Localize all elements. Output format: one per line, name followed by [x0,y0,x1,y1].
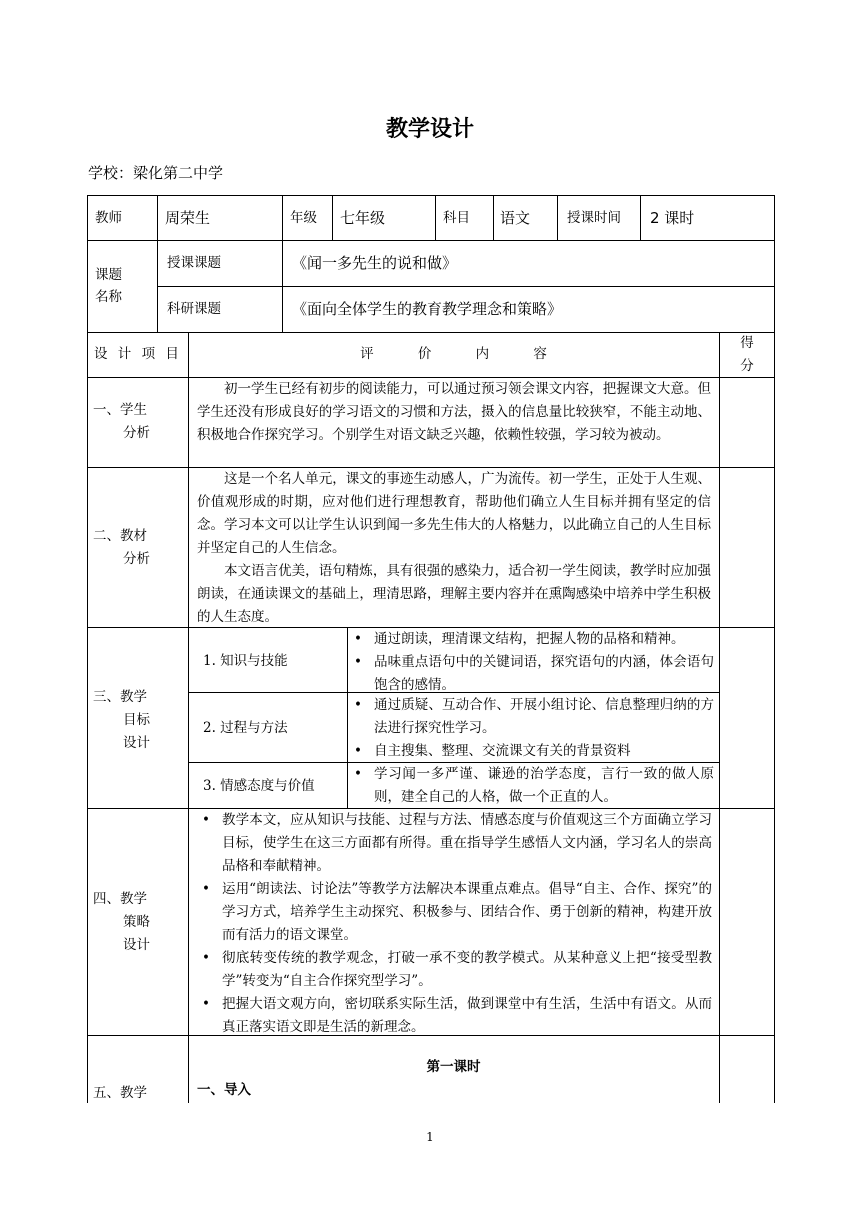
section2-paragraph1: 这是一个名人单元，课文的事迹生动感人，广为流传。初一学生，正处于人生观、价值观形成的时期，应对他们进行理想教育，帮助他们确立人生目标并拥有坚定的信念。学习本文可以让学生认识到闻一多先生伟大的人格魅力，以此确立自己的人生目标并坚定自己的人生信念。 [197,471,711,556]
teacher-value: 周荣生 [165,209,211,227]
hours-value: 2 课时 [650,209,695,227]
goal-knowledge-skills: 1. 知识与技能 [203,653,288,669]
page-number: 1 [426,1130,434,1144]
column-evaluation-content: 评 价 内 容 [360,346,547,362]
column-design-item: 设 计 项 目 [94,346,182,362]
grade-value: 七年级 [340,209,386,227]
section4-label-line2: 策略 [123,914,150,930]
hours-label: 授课时间 [567,210,621,226]
section1-label-line2: 分析 [123,425,150,441]
goal-knowledge-skills-list [352,628,714,697]
grade-label: 年级 [290,210,317,226]
goal-process-methods-list [352,694,714,763]
list-item: • 通过质疑、互动合作、开展小组讨论、信息整理归纳的方法进行探究性学习。 [352,694,714,740]
subject-label: 科目 [443,210,470,226]
subject-value: 语文 [500,209,531,227]
topic-label-line1: 课题 [95,267,122,283]
section1-label-line1: 一、学生 [93,402,147,418]
list-item: • 学习闻一多严谨、谦逊的治学态度，言行一致的做人原则，建全自己的人格，做一个正直的人。 [352,763,714,809]
first-lesson-title: 第一课时 [426,1059,481,1075]
section2-label-line1: 二、教材 [93,528,147,544]
lesson-topic-label: 授课课题 [167,255,221,271]
list-item: • 彻底转变传统的教学观念，打破一承不变的教学模式。从某种意义上把“接受型教学”转变为“自主合作探究型学习”。 [200,947,712,993]
section3-label-line1: 三、教学 [93,689,147,705]
goal-process-methods: 2. 过程与方法 [203,720,288,736]
section1-text: 初一学生已经有初步的阅读能力，可以通过预习领会课文内容，把握课文大意。但学生还没有形成良好的学习语文的习惯和方法，摄入的信息量比较狭窄，不能主动地、积极地合作探究学习。个别学生对语文缺乏兴趣，依赖性较强，学习较为被动。 [197,381,711,443]
lesson-topic-value: 《闻一多先生的说和做》 [292,254,458,272]
section2-paragraph2: 本文语言优美，语句精炼，具有很强的感染力，适合初一学生阅读，教学时应加强朗读，在通读课文的基础上，理清思路，理解主要内容并在熏陶感染中培养中学生积极的人生态度。 [197,563,711,625]
section4-label-line3: 设计 [123,937,150,953]
school-name: 学校：梁化第二中学 [88,164,224,182]
teacher-label: 教师 [95,210,122,226]
goal-emotion-values: 3. 情感态度与价值 [203,778,315,794]
goal-emotion-values-list [352,763,714,809]
section4-label-line1: 四、教学 [93,891,147,907]
document-title: 教学设计 [385,117,474,142]
section3-label-line2: 目标 [123,712,150,728]
column-score-line2: 分 [740,358,754,374]
section3-label-line3: 设计 [123,735,150,751]
column-score-line1: 得 [740,335,754,351]
section4-strategy-list [200,809,712,1039]
list-item: • 品味重点语句中的关键词语，探究语句的内涵，体会语句饱含的感情。 [352,651,714,697]
section2-label-line2: 分析 [123,551,150,567]
section5-label: 五、教学 [93,1085,147,1101]
list-item: • 运用“朗读法、讨论法”等教学方法解决本课重点难点。倡导“自主、合作、探究”的学习方式，培养学生主动探究、积极参与、团结合作、勇于创新的精神，构建开放而有活力的语文课堂。 [200,878,712,947]
step-introduction: 一、导入 [197,1082,251,1098]
topic-label-line2: 名称 [95,289,122,305]
list-item: • 教学本文，应从知识与技能、过程与方法、情感态度与价值观这三个方面确立学习目标，使学生在这三方面都有所得。重在指导学生感悟人文内涵，学习名人的崇高品格和奉献精神。 [200,809,712,878]
research-topic-label: 科研课题 [167,301,221,317]
list-item: • 通过朗读，理清课文结构，把握人物的品格和精神。 [352,628,714,651]
research-topic-value: 《面向全体学生的教育教学理念和策略》 [292,300,563,318]
list-item: • 自主搜集、整理、交流课文有关的背景资料 [352,740,714,763]
list-item: • 把握大语文观方向，密切联系实际生活，做到课堂中有生活，生活中有语文。从而真正落实语文即是生活的新理念。 [200,993,712,1039]
